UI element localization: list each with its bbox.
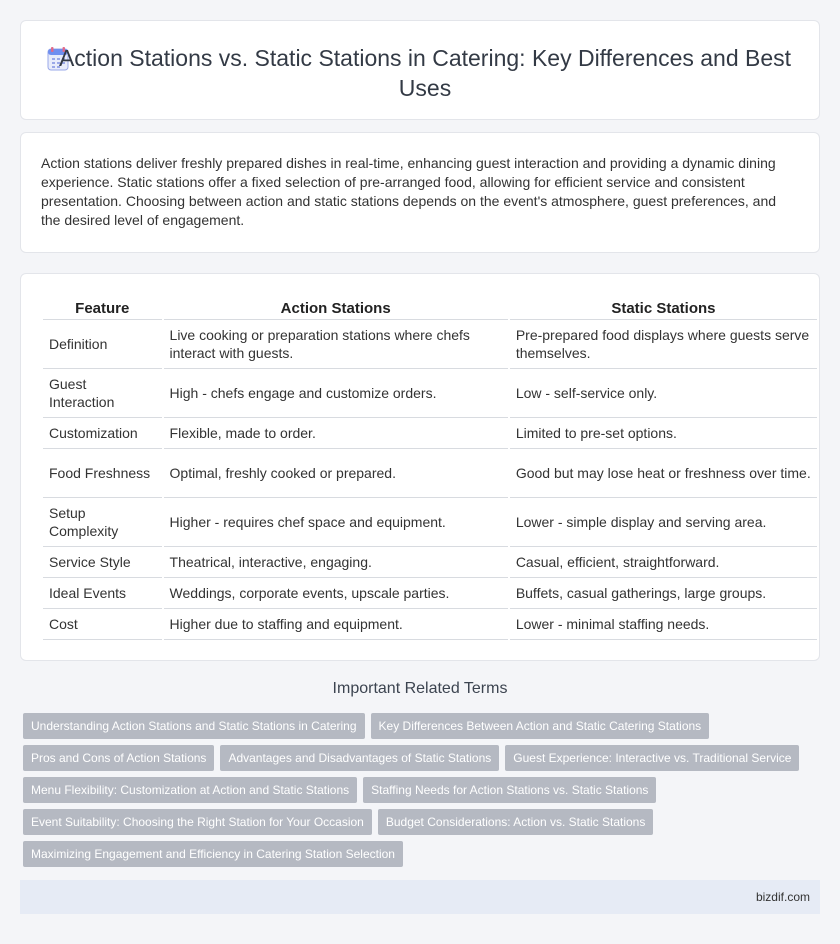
row-static-value: Low - self-service only.	[510, 369, 817, 418]
table-row	[43, 578, 817, 609]
row-feature: Ideal Events	[43, 578, 162, 609]
page-title: Action Stations vs. Static Stations in Catering: Key Differences and Best Uses	[58, 45, 792, 101]
row-action-value: Higher due to staffing and equipment.	[164, 609, 508, 640]
row-action-value: Optimal, freshly cooked or prepared.	[164, 449, 508, 498]
row-feature: Definition	[43, 320, 162, 369]
related-term-tag[interactable]: Advantages and Disadvantages of Static Stations	[220, 745, 499, 771]
title-card	[20, 20, 820, 120]
related-term-tag[interactable]: Budget Considerations: Action vs. Static Stations	[378, 809, 653, 835]
row-feature: Setup Complexity	[43, 498, 162, 547]
related-term-tag[interactable]: Pros and Cons of Action Stations	[23, 745, 214, 771]
related-term-tag[interactable]: Guest Experience: Interactive vs. Traditional Service	[505, 745, 799, 771]
table-row	[43, 320, 817, 369]
table-row	[43, 418, 817, 449]
row-static-value: Casual, efficient, straightforward.	[510, 547, 817, 578]
table-header-row	[43, 296, 817, 320]
related-term-tag[interactable]: Staffing Needs for Action Stations vs. Static Stations	[363, 777, 656, 803]
related-terms-heading: Important Related Terms	[332, 680, 508, 697]
related-term-tag[interactable]: Key Differences Between Action and Static Catering Stations	[371, 713, 710, 739]
row-static-value: Limited to pre-set options.	[510, 418, 817, 449]
related-term-tag[interactable]: Event Suitability: Choosing the Right Station for Your Occasion	[23, 809, 372, 835]
row-action-value: High - chefs engage and customize orders.	[164, 369, 508, 418]
table-row	[43, 449, 817, 498]
row-static-value: Lower - simple display and serving area.	[510, 498, 817, 547]
related-term-tag[interactable]: Menu Flexibility: Customization at Action and Static Stations	[23, 777, 357, 803]
row-action-value: Theatrical, interactive, engaging.	[164, 547, 508, 578]
row-action-value: Weddings, corporate events, upscale parties.	[164, 578, 508, 609]
table-row	[43, 609, 817, 640]
intro-paragraph: Action stations deliver freshly prepared dishes in real-time, enhancing guest interaction and providing a dynamic dining experience. Static stations offer a fixed selection of pre-arranged food, allowing for efficient service and consistent presentation. Choosing between action and static stations depends on the event's atmosphere, guest preferences, and the desired level of engagement.	[41, 155, 777, 228]
comparison-card	[20, 273, 820, 661]
table-row	[43, 369, 817, 418]
row-static-value: Pre-prepared food displays where guests serve themselves.	[510, 320, 817, 369]
tag-row	[23, 713, 715, 739]
header-action-stations: Action Stations	[164, 296, 508, 320]
related-term-tag[interactable]: Maximizing Engagement and Efficiency in Catering Station Selection	[23, 841, 403, 867]
row-action-value: Higher - requires chef space and equipment.	[164, 498, 508, 547]
row-feature: Customization	[43, 418, 162, 449]
tag-row	[23, 777, 662, 803]
tag-row	[23, 841, 409, 867]
page-title-row	[51, 43, 799, 103]
table-row	[43, 547, 817, 578]
site-name[interactable]: bizdif.com	[755, 890, 810, 904]
row-feature: Food Freshness	[43, 449, 162, 498]
row-static-value: Lower - minimal staffing needs.	[510, 609, 817, 640]
row-action-value: Live cooking or preparation stations where chefs interact with guests.	[164, 320, 508, 369]
header-static-stations: Static Stations	[510, 296, 817, 320]
comparison-table	[41, 296, 819, 640]
row-static-value: Good but may lose heat or freshness over time.	[510, 449, 817, 498]
row-feature: Cost	[43, 609, 162, 640]
row-feature: Guest Interaction	[43, 369, 162, 418]
row-static-value: Buffets, casual gatherings, large groups.	[510, 578, 817, 609]
row-action-value: Flexible, made to order.	[164, 418, 508, 449]
tag-row	[23, 809, 659, 835]
header-feature: Feature	[43, 296, 162, 320]
intro-card	[20, 132, 820, 253]
related-term-tag[interactable]: Understanding Action Stations and Static Stations in Catering	[23, 713, 365, 739]
tag-row	[23, 745, 805, 771]
footer-bar	[20, 880, 820, 914]
row-feature: Service Style	[43, 547, 162, 578]
table-row	[43, 498, 817, 547]
